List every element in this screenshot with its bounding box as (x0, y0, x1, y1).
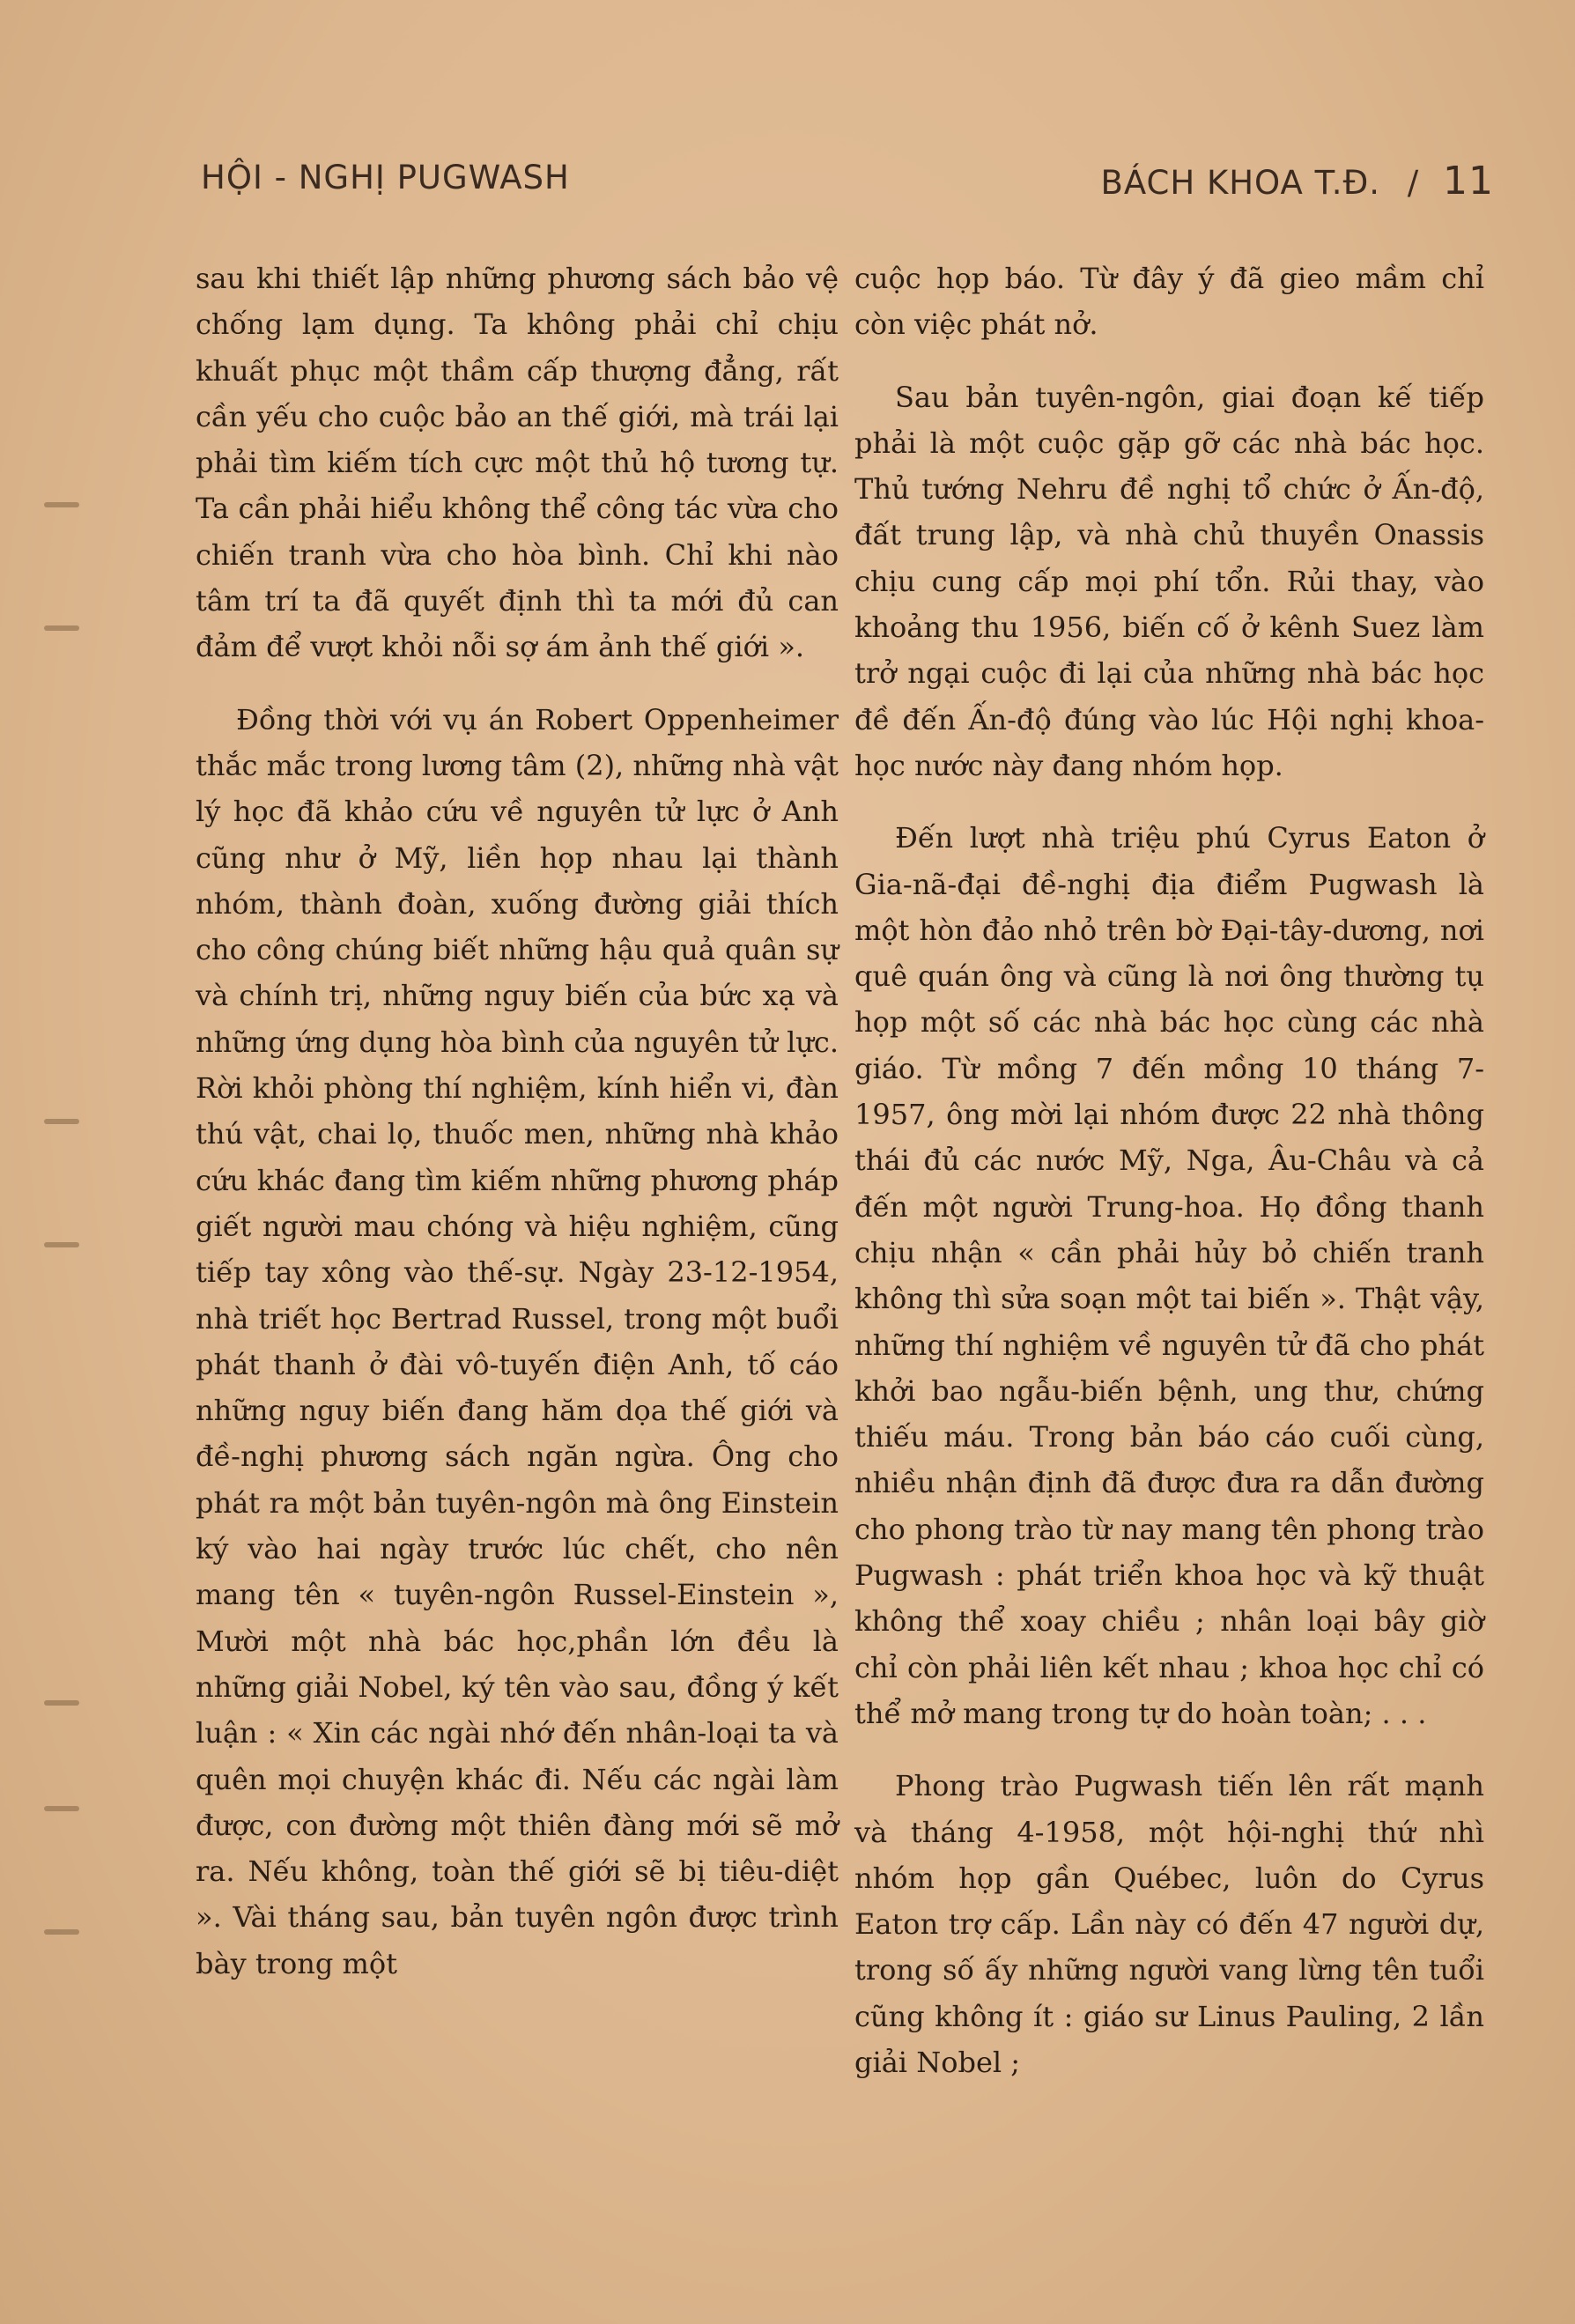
paragraph: Đồng thời với vụ án Robert Oppenheimer thắc mắc trong lương tâm (2), những nhà vật lý học đã khảo cứu về nguyên tử lực ở Anh cũng như ở Mỹ, liền họp nhau lại thành nhóm, thành đoàn, xuống đường giải thích cho công chúng biết những hậu quả quân sự và chính trị, những nguy biến của bức xạ và những ứng dụng hòa bình của nguyên tử lực. Rời khỏi phòng thí nghiệm, kính hiển vi, đàn thú vật, chai lọ, thuốc men, những nhà khảo cứu khác đang tìm kiếm những phương pháp giết người mau chóng và hiệu nghiệm, cũng tiếp tay xông vào thế-sự. Ngày 23-12-1954, nhà triết học Bertrad Russel, trong một buổi phát thanh ở đài vô-tuyến điện Anh, tố cáo những nguy biến đang hăm dọa thế giới và đề-nghị phương sách ngăn ngừa. Ông cho phát ra một bản tuyên-ngôn mà ông Einstein ký vào hai ngày trước lúc chết, cho nên mang tên « tuyên-ngôn Russel-Einstein », Mười một nhà bác học,phần lớn đều là những giải Nobel, ký tên vào sau, đồng ý kết luận : « Xin các ngài nhớ đến nhân-loại ta và quên mọi chuyện khác đi. Nếu các ngài làm được, con đường một thiên đàng mới sẽ mở ra. Nếu không, toàn thế giới sẽ bị tiêu-diệt ». Vài tháng sau, bản tuyên ngôn được trình bày trong một (196, 702, 839, 1980)
paragraph: Sau bản tuyên-ngôn, giai đoạn kế tiếp phải là một cuộc gặp gỡ các nhà bác học. Thủ tướng Nehru đề nghị tổ chức ở Ấn-độ, đất trung lập, và nhà chủ thuyền Onassis chịu cung cấp mọi phí tổn. Rủi thay, vào khoảng thu 1956, biến cố ở kênh Suez làm trở ngại cuộc đi lại của những nhà bác học đề đến Ấn-độ đúng vào lúc Hội nghị khoa-học nước này đang nhóm họp. (854, 380, 1484, 782)
margin-mark (44, 1242, 79, 1247)
header-publication (1101, 159, 1495, 204)
paragraph: sau khi thiết lập những phương sách bảo vệ chống lạm dụng. Ta không phải chỉ chịu khuất phục một thầm cấp thượng đẳng, rất cần yếu cho cuộc bảo an thế giới, mà trái lại phải tìm kiếm tích cực một thủ hộ tương tự. Ta cần phải hiểu không thể công tác vừa cho chiến tranh vừa cho hòa bình. Chỉ khi nào tâm trí ta đã quyết định thì ta mới đủ can đảm để vượt khỏi nỗi sợ ám ảnh thế giới ». (196, 262, 839, 664)
left-column (196, 255, 839, 2013)
margin-mark (44, 1119, 79, 1124)
paragraph: Đến lượt nhà triệu phú Cyrus Eaton ở Gia-nã-đại đề-nghị địa điểm Pugwash là một hòn đảo nhỏ trên bờ Đại-tây-dương, nơi quê quán ông và cũng là nơi ông thường tụ họp một số các nhà bác học cùng các nhà giáo. Từ mồng 7 đến mồng 10 tháng 7-1957, ông mời lại nhóm được 22 nhà thông thái đủ các nước Mỹ, Nga, Âu-Châu và cả đến một người Trung-hoa. Họ đồng thanh chịu nhận « cần phải hủy bỏ chiến tranh không thì sửa soạn một tai biến ». Thật vậy, những thí nghiệm về nguyên tử đã cho phát khởi bao ngẫu-biến bệnh, ung thư, chứng thiếu máu. Trong bản báo cáo cuối cùng, nhiều nhận định đã được đưa ra dẫn đường cho phong trào từ nay mang tên phong trào Pugwash : phát triển khoa học và kỹ thuật không thể xoay chiều ; nhân loại bây giờ chỉ còn phải liên kết nhau ; khoa học chỉ có thể mở mang trong tự do hoàn toàn; . . . (854, 821, 1484, 1730)
right-column (854, 255, 1484, 2112)
header-separator: / (1407, 164, 1420, 202)
margin-mark (44, 1929, 79, 1935)
paragraph: Phong trào Pugwash tiến lên rất mạnh và tháng 4-1958, một hội-nghị thứ nhì nhóm họp gần Québec, luôn do Cyrus Eaton trợ cấp. Lần này có đến 47 người dự, trong số ấy những người vang lừng tên tuổi cũng không ít : giáo sư Linus Pauling, 2 lần giải Nobel ; (854, 1769, 1484, 2079)
margin-mark (44, 1806, 79, 1811)
header-journal: BÁCH KHOA T.Đ. (1100, 164, 1380, 202)
page-number: 11 (1443, 159, 1494, 204)
paragraph: cuộc họp báo. Từ đây ý đã gieo mầm chỉ còn việc phát nở. (854, 262, 1484, 342)
margin-mark (44, 502, 79, 507)
margin-mark (44, 625, 79, 631)
header-title: HỘI - NGHỊ PUGWASH (201, 159, 570, 196)
running-header (201, 150, 1494, 203)
margin-mark (44, 1700, 79, 1706)
